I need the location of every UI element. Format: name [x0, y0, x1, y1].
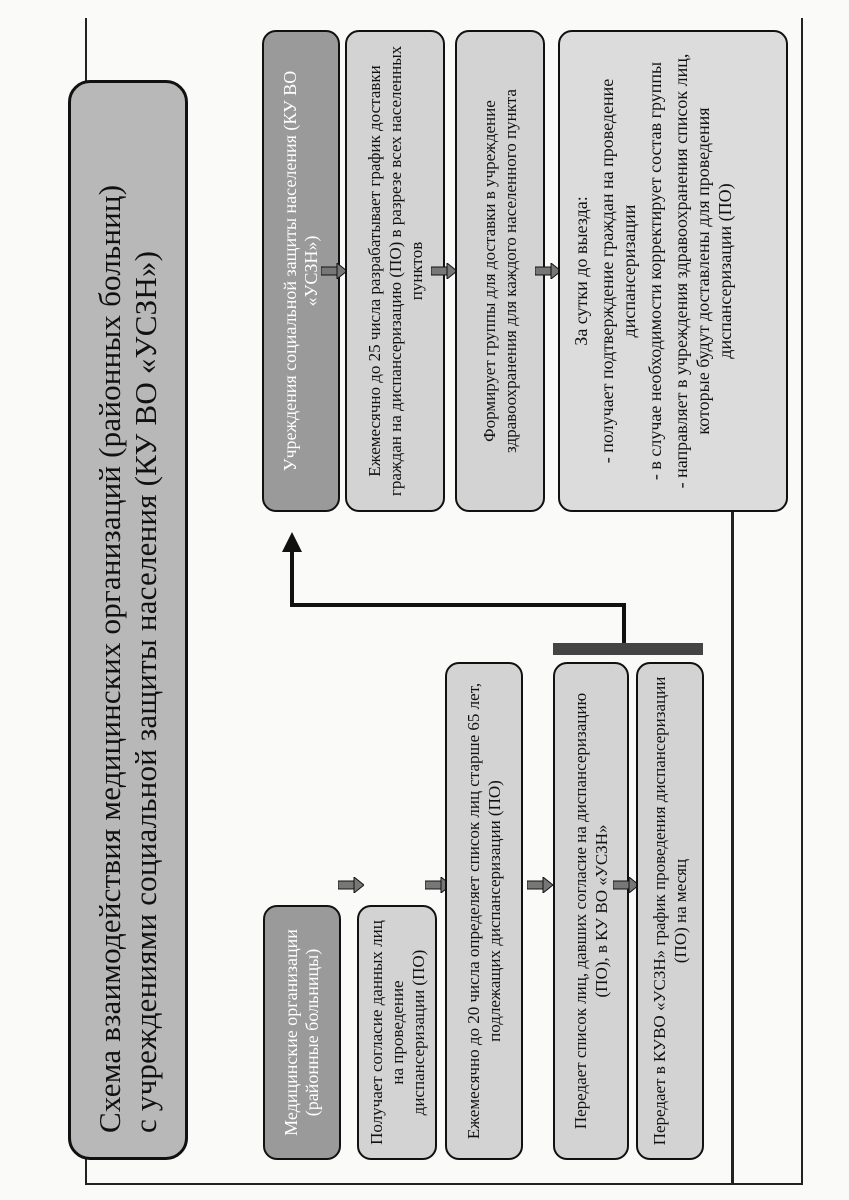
diagram-title — [68, 80, 188, 1160]
connector-to-header — [290, 552, 294, 607]
connector-horizontal — [622, 603, 626, 643]
left-step-4: Передает в КУВО «УСЗН» график проведения диспансеризации (ПО) на месяц — [636, 662, 704, 1160]
medical-orgs-header: Медицинские организации (районные больницы) — [263, 905, 341, 1160]
final-box-item-3: - направляет в учреждения здравоохранения список лиц, которые будут доставлены для проведения диспансеризации (ПО) — [671, 53, 735, 489]
right-step-2: Формирует группы для доставки в учреждение здравоохранения для каждого населенного пункта — [455, 30, 545, 512]
day-before-departure-box — [558, 30, 788, 512]
right-step-1: Ежемесячно до 25 числа разрабатывает график доставки граждан на диспансеризацию (ПО) в разрезе всех населенных пунктов — [345, 30, 445, 512]
title-line-1: Схема взаимодействия медицинских организаций (районных больниц) — [92, 184, 127, 1133]
group-bracket — [553, 643, 703, 655]
arrow-icon — [527, 877, 553, 893]
left-step-2: Ежемесячно до 20 числа определяет список лиц старше 65 лет, подлежащих диспансеризации (ПО) — [445, 662, 523, 1160]
left-step-3: Передает список лиц, давших согласие на диспансеризацию (ПО), в КУ ВО «УСЗН» — [553, 662, 629, 1160]
final-box-item-2: - в случае необходимости корректирует состав группы — [645, 61, 665, 481]
arrow-icon — [431, 263, 457, 279]
connector-vertical — [290, 603, 626, 607]
final-box-heading: За сутки до выезда: — [571, 196, 591, 346]
arrow-head-icon — [282, 532, 302, 552]
title-line-2: с учреждениями социальной защиты населения (КУ ВО «УСЗН») — [128, 250, 163, 1133]
left-step-1: Получает согласие данных лиц на проведение диспансеризации (ПО) — [357, 905, 437, 1160]
social-protection-header: Учреждения социальной защиты населения (КУ ВО «УСЗН») — [262, 30, 340, 512]
final-box-item-1: - получает подтверждение граждан на проведение диспансеризации — [597, 78, 639, 464]
arrow-icon — [338, 877, 364, 893]
arrow-icon — [321, 263, 347, 279]
